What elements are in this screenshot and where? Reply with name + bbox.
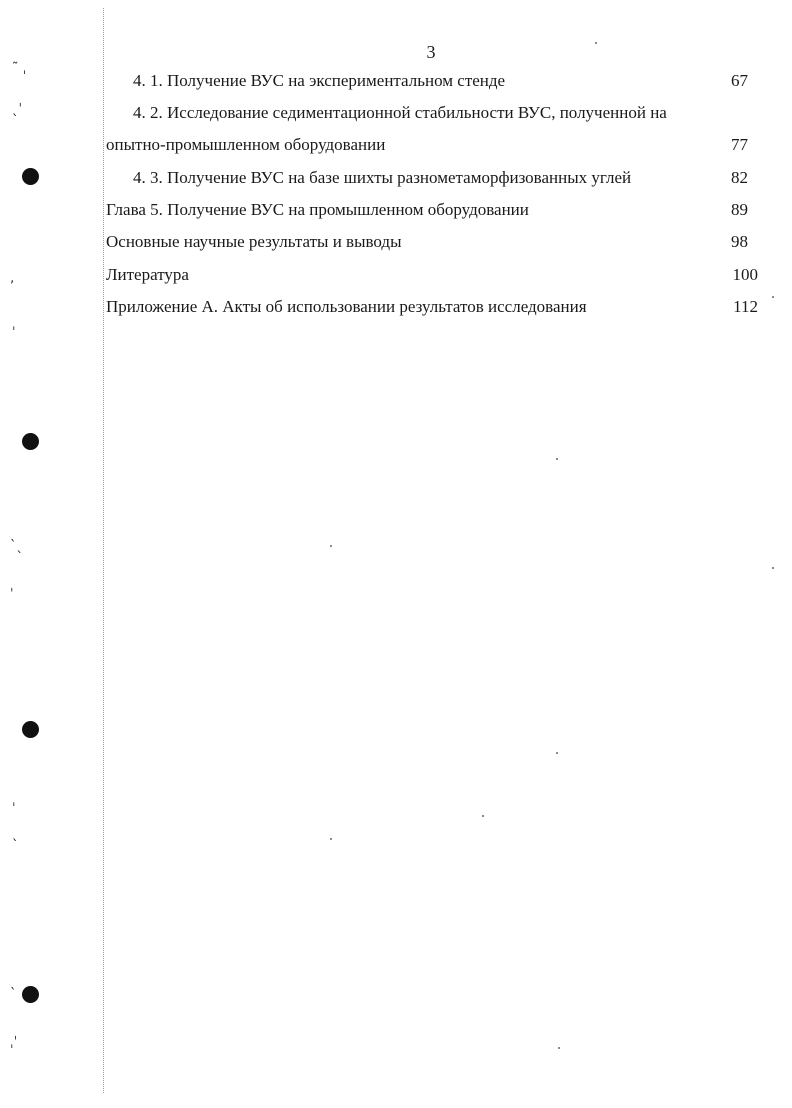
toc-entry-page: 112 — [733, 297, 758, 316]
scan-speck: ˌ — [12, 793, 16, 808]
toc-entry-page: 89 — [731, 200, 748, 219]
scan-speck: ˌ — [12, 317, 16, 332]
scan-speck: ʼ — [10, 279, 15, 294]
toc-entry-title: 4. 1. Получение ВУС на экспериментальном стенде — [133, 71, 506, 90]
toc-entry — [0, 198, 792, 222]
scan-speck: ˋˎ — [10, 539, 23, 554]
toc-entry — [0, 133, 792, 157]
punch-hole — [22, 721, 39, 738]
scan-speck: ˈ — [10, 587, 14, 602]
scan-dust — [556, 458, 558, 460]
toc-entry-title: 4. 3. Получение ВУС на базе шихты разнометаморфизованных углей — [133, 168, 632, 187]
scan-dust — [330, 545, 332, 547]
toc-entry — [0, 295, 792, 319]
scan-dust — [330, 838, 332, 840]
scan-speck: ˋ — [10, 987, 17, 1002]
toc-entry-page: 98 — [731, 232, 748, 251]
scan-speck: ˜ ˌ — [12, 61, 27, 76]
scan-dust — [772, 567, 774, 569]
scan-dust — [558, 1047, 560, 1049]
toc-entry — [0, 69, 792, 93]
toc-entry-page: 82 — [731, 168, 748, 187]
toc-entry — [0, 263, 792, 287]
page-number: 3 — [426, 42, 436, 62]
toc-entry-page: 77 — [731, 135, 748, 154]
scan-dust — [556, 752, 558, 754]
toc-entry-title: 4. 2. Исследование седиментационной стабильности ВУС, полученной на — [133, 103, 667, 122]
toc-entry-title: Глава 5. Получение ВУС на промышленном оборудовании — [106, 200, 529, 219]
toc-entry-title: опытно-промышленном оборудовании — [106, 135, 386, 154]
toc-entry — [0, 230, 792, 254]
toc-entry-title: Литература — [106, 265, 189, 284]
toc-entry-page: 100 — [732, 265, 758, 284]
punch-hole — [22, 986, 39, 1003]
scan-dust — [482, 815, 484, 817]
toc-entry-title: Приложение А. Акты об использовании результатов исследования — [106, 297, 587, 316]
scan-speck: ˎˈ — [12, 102, 23, 117]
toc-entry — [0, 101, 792, 125]
scan-speck: ˎ — [12, 827, 19, 842]
punch-hole — [22, 433, 39, 450]
toc-entry-title: Основные научные результаты и выводы — [106, 232, 402, 251]
toc-entry-page: 67 — [731, 71, 748, 90]
scan-speck: ˌˈ — [10, 1035, 18, 1050]
toc-entry — [0, 166, 792, 190]
